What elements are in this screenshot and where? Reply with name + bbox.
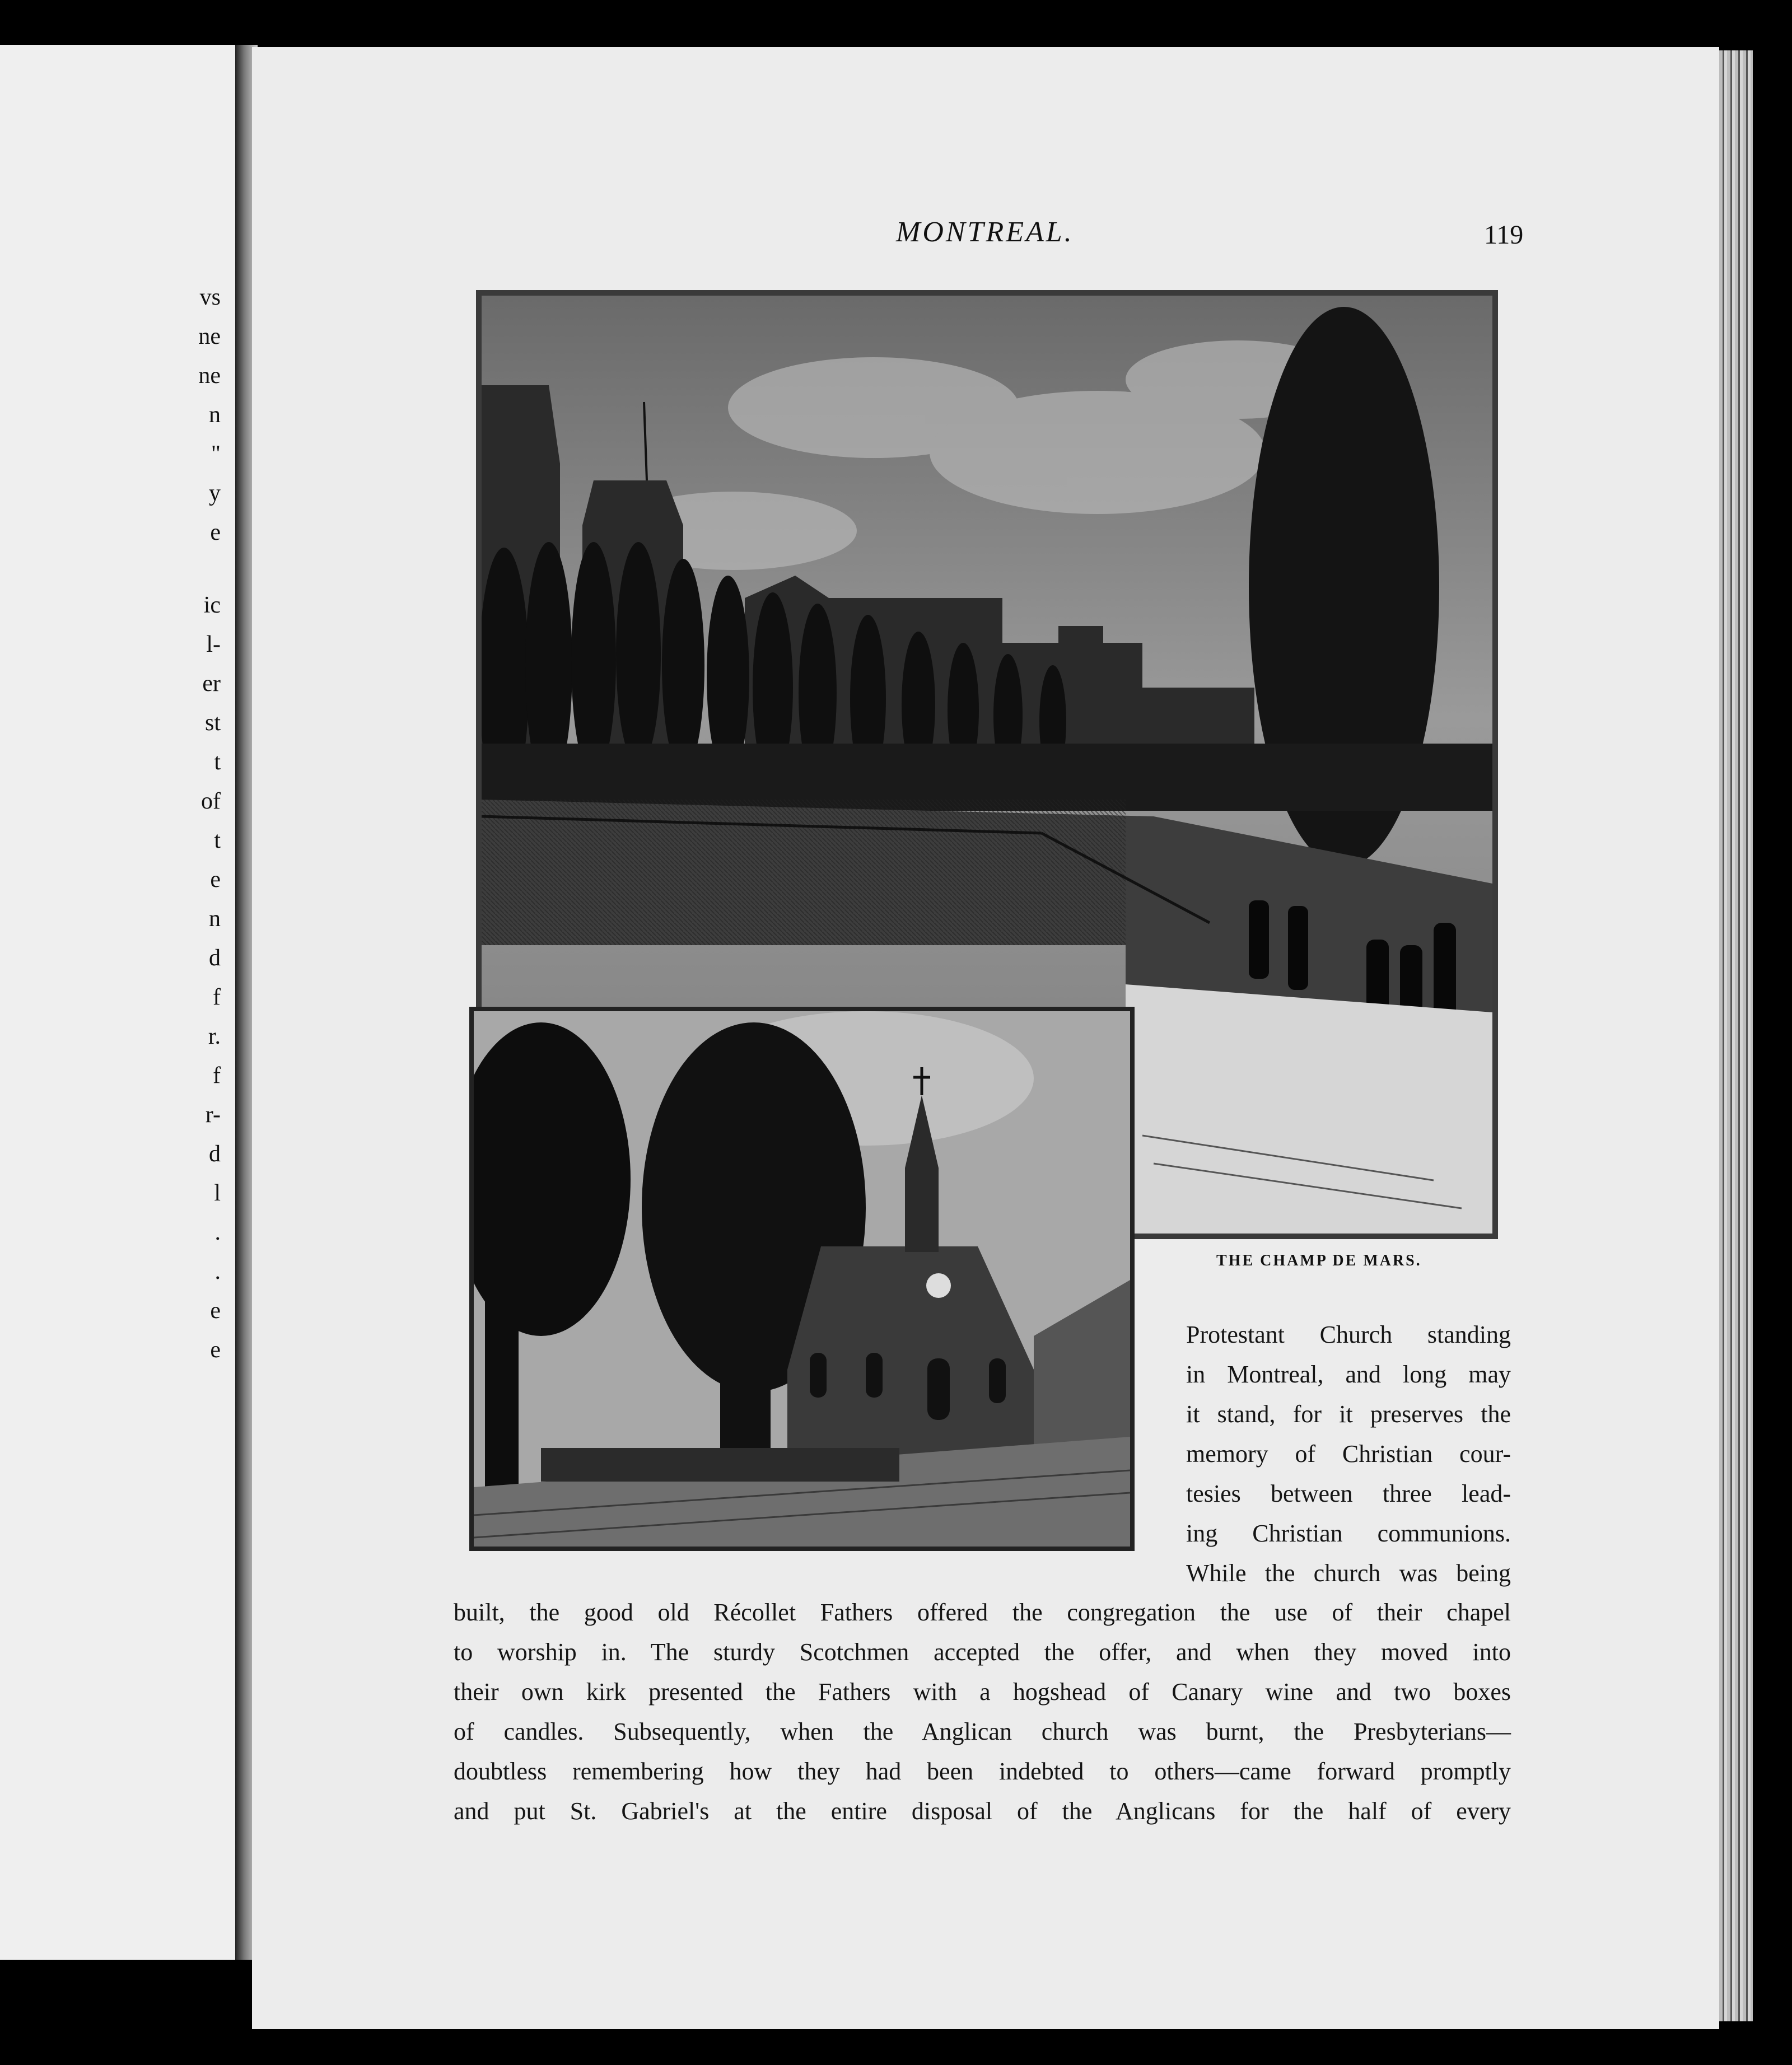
page-number: 119 — [1484, 220, 1524, 250]
previous-page-line-fragment: n — [209, 402, 221, 428]
previous-page-line-fragment: . — [214, 1220, 221, 1245]
plate-caption: THE CHAMP DE MARS. — [1216, 1252, 1422, 1269]
side-text-line: ing Christian communions. — [1186, 1520, 1511, 1547]
side-text-line: Protestant Church standing — [1186, 1321, 1511, 1348]
previous-page-line-fragment: st — [204, 710, 221, 736]
previous-page-line-fragment: . — [214, 1259, 221, 1284]
previous-page-line-fragment: r. — [208, 1024, 221, 1049]
previous-page-line-fragment: l- — [206, 632, 221, 657]
side-text-line: While the church was being — [1186, 1559, 1511, 1587]
previous-page-line-fragment: vs — [199, 284, 221, 310]
running-head: MONTREAL. — [896, 216, 1074, 248]
previous-page-line-fragment: n — [209, 906, 221, 932]
side-text-line: in Montreal, and long may — [1186, 1361, 1511, 1388]
previous-page-line-fragment: e — [210, 1337, 221, 1363]
st-gabriel-church-engraving — [469, 1007, 1135, 1551]
previous-page-line-fragment: e — [210, 867, 221, 893]
previous-page — [0, 45, 245, 1960]
side-text-line: it stand, for it preserves the — [1186, 1400, 1511, 1428]
previous-page-line-fragment: t — [214, 828, 221, 853]
previous-page-line-fragment: e — [210, 1298, 221, 1324]
page-edges — [1719, 50, 1753, 2021]
side-text-line: memory of Christian cour- — [1186, 1440, 1511, 1468]
body-text-line: doubtless remembering how they had been indebted to others—came forward promptly — [454, 1758, 1511, 1785]
body-text-line: of candles. Subsequently, when the Anglican church was burnt, the Presbyterians— — [454, 1718, 1511, 1745]
previous-page-line-fragment: d — [209, 1141, 221, 1167]
previous-page-line-fragment: d — [209, 945, 221, 971]
previous-page-line-fragment: ne — [198, 324, 221, 349]
previous-page-line-fragment: l — [214, 1180, 221, 1206]
body-text-block — [454, 1592, 1511, 1831]
body-text-line: to worship in. The sturdy Scotchmen accepted the offer, and when they moved into — [454, 1638, 1511, 1666]
previous-page-line-fragment: er — [202, 671, 221, 697]
previous-page-line-fragment: r- — [205, 1102, 221, 1128]
body-text-line: their own kirk presented the Fathers with a hogshead of Canary wine and two boxes — [454, 1678, 1511, 1706]
previous-page-line-fragment: of — [201, 788, 221, 814]
previous-page-line-fragment: " — [211, 441, 221, 467]
side-text-line: tesies between three lead- — [1186, 1480, 1511, 1507]
body-text-line: and put St. Gabriel's at the entire disposal of the Anglicans for the half of every — [454, 1797, 1511, 1825]
previous-page-line-fragment: t — [214, 749, 221, 775]
side-text-block — [1186, 1315, 1511, 1593]
previous-page-line-fragment: f — [213, 984, 221, 1010]
previous-page-line-fragment: y — [209, 480, 221, 506]
previous-page-line-fragment: ne — [198, 363, 221, 389]
previous-page-line-fragment: e — [210, 520, 221, 545]
previous-page-line-fragment: ic — [203, 592, 221, 618]
previous-page-line-fragment: f — [213, 1063, 221, 1088]
body-text-line: built, the good old Récollet Fathers offered the congregation the use of their chapel — [454, 1599, 1511, 1626]
